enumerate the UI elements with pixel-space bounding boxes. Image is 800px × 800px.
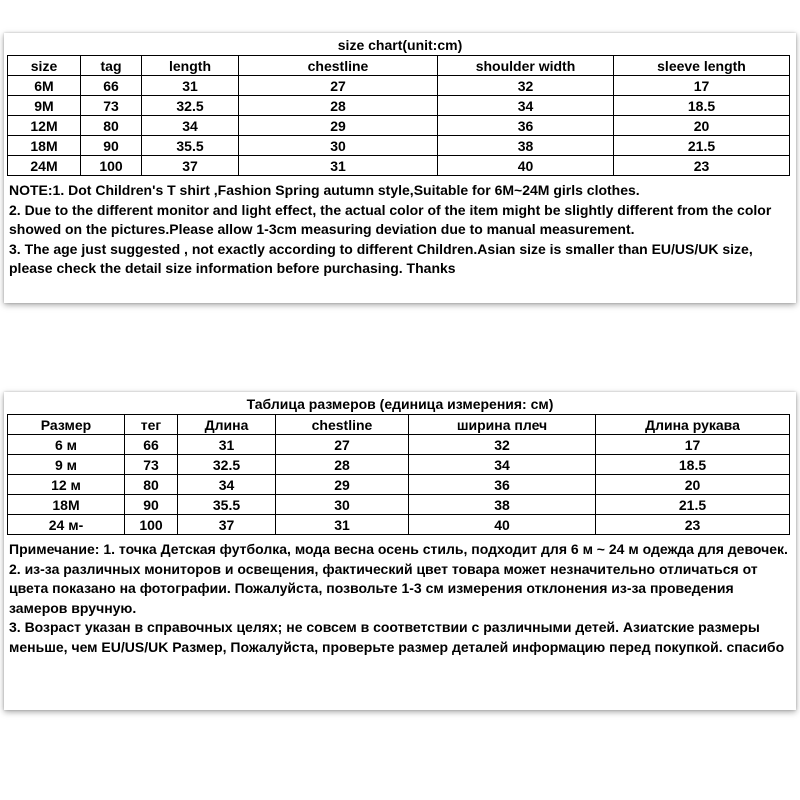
table-cell: 21.5: [596, 495, 790, 515]
table-cell: 32: [409, 435, 596, 455]
table-cell: 17: [596, 435, 790, 455]
table-cell: 73: [125, 455, 178, 475]
size-chart-card-russian: [4, 392, 796, 710]
table-cell: 36: [409, 475, 596, 495]
table-cell: 17: [614, 76, 790, 96]
table-cell: 80: [81, 116, 142, 136]
header-chestline: chestline: [276, 415, 409, 435]
table-cell: 35.5: [142, 136, 239, 156]
header-length: length: [142, 56, 239, 76]
table-row: [8, 455, 790, 475]
note-2: 2. из-за различных мониторов и освещения, фактический цвет товара может незначительно отличаться от цвета показано на фотографии. Пожалуйста, позвольте 1-3 см измерения отклонения из-за проведения замеров вручную.: [9, 560, 758, 616]
table-cell: 18.5: [614, 96, 790, 116]
header-shoulder-width: ширина плеч: [409, 415, 596, 435]
table-cell: 90: [81, 136, 142, 156]
table-row: [8, 76, 790, 96]
table-cell: 24 м-: [8, 515, 125, 535]
size-chart-notes: [4, 535, 796, 657]
table-cell: 12 м: [8, 475, 125, 495]
size-chart-notes: [4, 176, 796, 279]
table-row: [8, 96, 790, 116]
table-cell: 32.5: [142, 96, 239, 116]
table-row: [8, 156, 790, 176]
table-cell: 18M: [8, 136, 81, 156]
header-size: size: [8, 56, 81, 76]
table-cell: 31: [239, 156, 438, 176]
table-cell: 24M: [8, 156, 81, 176]
note-2: 2. Due to the different monitor and light effect, the actual color of the item might be slightly different from the color showed on the pictures.Please allow 1-3cm measuring deviation due to manual measurement.: [9, 201, 772, 237]
table-cell: 28: [276, 455, 409, 475]
table-row: [8, 435, 790, 455]
table-cell: 18.5: [596, 455, 790, 475]
table-cell: 9 м: [8, 455, 125, 475]
table-cell: 27: [276, 435, 409, 455]
table-cell: 34: [438, 96, 614, 116]
table-cell: 27: [239, 76, 438, 96]
note-1: NOTE:1. Dot Children's T shirt ,Fashion Spring autumn style,Suitable for 6M~24M girls clothes.: [9, 182, 640, 198]
table-cell: 34: [409, 455, 596, 475]
table-cell: 20: [614, 116, 790, 136]
table-cell: 32: [438, 76, 614, 96]
table-cell: 30: [239, 136, 438, 156]
table-cell: 21.5: [614, 136, 790, 156]
table-cell: 23: [614, 156, 790, 176]
table-cell: 80: [125, 475, 178, 495]
table-cell: 31: [142, 76, 239, 96]
header-length: Длина: [178, 415, 276, 435]
note-3: 3. The age just suggested , not exactly according to different Children.Asian size is smaller than EU/US/UK size, please check the detail size information before purchasing. Thanks: [9, 240, 753, 276]
size-chart-title: size chart(unit:cm): [337, 37, 463, 53]
table-cell: 66: [125, 435, 178, 455]
table-row: [8, 495, 790, 515]
table-cell: 90: [125, 495, 178, 515]
table-header-row: [8, 56, 790, 76]
table-cell: 38: [438, 136, 614, 156]
header-size: Размер: [8, 415, 125, 435]
note-1: Примечание: 1. точка Детская футболка, мода весна осень стиль, подходит для 6 м ~ 24 м одежда для девочек.: [9, 541, 788, 557]
table-cell: 28: [239, 96, 438, 116]
table-row: [8, 475, 790, 495]
table-cell: 37: [178, 515, 276, 535]
size-chart-table: [7, 55, 790, 176]
table-cell: 31: [276, 515, 409, 535]
table-cell: 40: [438, 156, 614, 176]
header-shoulder-width: shoulder width: [438, 56, 614, 76]
table-cell: 34: [142, 116, 239, 136]
table-cell: 34: [178, 475, 276, 495]
table-cell: 40: [409, 515, 596, 535]
table-cell: 37: [142, 156, 239, 176]
table-cell: 100: [125, 515, 178, 535]
table-cell: 38: [409, 495, 596, 515]
header-chestline: chestline: [239, 56, 438, 76]
table-cell: 12M: [8, 116, 81, 136]
table-cell: 73: [81, 96, 142, 116]
table-cell: 29: [276, 475, 409, 495]
table-row: [8, 515, 790, 535]
header-tag: tag: [81, 56, 142, 76]
header-tag: тег: [125, 415, 178, 435]
table-cell: 31: [178, 435, 276, 455]
table-cell: 29: [239, 116, 438, 136]
table-cell: 100: [81, 156, 142, 176]
table-header-row: [8, 415, 790, 435]
table-cell: 18M: [8, 495, 125, 515]
table-row: [8, 136, 790, 156]
header-sleeve-length: sleeve length: [614, 56, 790, 76]
table-cell: 32.5: [178, 455, 276, 475]
table-cell: 23: [596, 515, 790, 535]
size-chart-title: Таблица размеров (единица измерения: см): [246, 396, 554, 412]
table-cell: 30: [276, 495, 409, 515]
size-chart-table: [7, 414, 790, 535]
table-cell: 20: [596, 475, 790, 495]
table-cell: 6 м: [8, 435, 125, 455]
table-cell: 66: [81, 76, 142, 96]
table-cell: 36: [438, 116, 614, 136]
table-cell: 9M: [8, 96, 81, 116]
size-chart-card-english: [4, 33, 796, 303]
header-sleeve-length: Длина рукава: [596, 415, 790, 435]
note-3: 3. Возраст указан в справочных целях; не совсем в соответствии с различными детей. Азиатские размеры меньше, чем EU/US/UK Размер, Пожалуйста, проверьте размер деталей информацию перед покупкой. спасибо: [9, 619, 785, 655]
table-cell: 6M: [8, 76, 81, 96]
table-cell: 35.5: [178, 495, 276, 515]
table-row: [8, 116, 790, 136]
